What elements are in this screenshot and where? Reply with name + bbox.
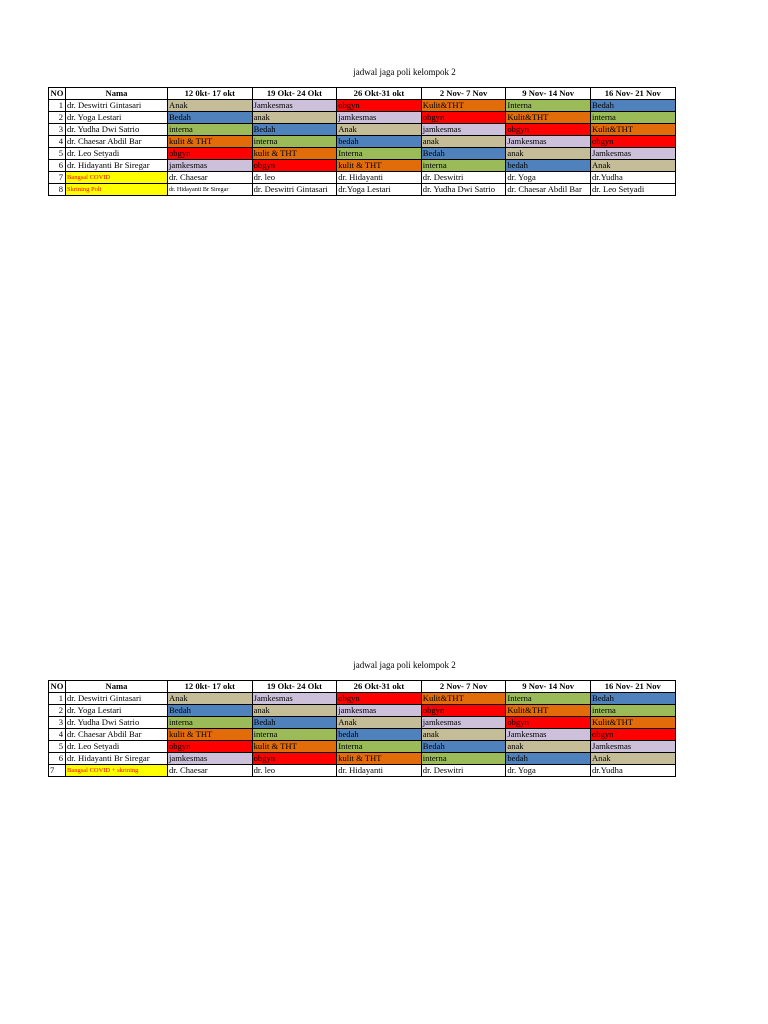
schedule-cell: kulit & THT (168, 136, 253, 148)
row-number: 6 (49, 753, 66, 765)
table-row (49, 693, 676, 705)
schedule-cell: Kulit&THT (590, 717, 675, 729)
schedule-cell: Bedah (421, 741, 506, 753)
schedule-cell: kulit & THT (252, 148, 337, 160)
schedule-cell: anak (506, 741, 591, 753)
schedule-cell: bedah (506, 160, 591, 172)
table-row (49, 765, 676, 777)
schedule-cell: dr. Deswitri (421, 172, 506, 184)
schedule-cell: obgyn (506, 124, 591, 136)
schedule-cell: dr.Yudha (590, 172, 675, 184)
table-row (49, 148, 676, 160)
doctor-name: dr. Leo Setyadi (66, 741, 168, 753)
column-header: 19 Okt- 24 Okt (252, 681, 337, 693)
table-row (49, 172, 676, 184)
schedule-cell: Kulit&THT (506, 112, 591, 124)
schedule-cell: Anak (337, 717, 422, 729)
table-row (49, 136, 676, 148)
schedule-cell: interna (590, 112, 675, 124)
schedule-cell: dr. Hidayanti Br Siregar (168, 184, 253, 196)
schedule-cell: jamkesmas (337, 705, 422, 717)
doctor-name: dr. Yoga Lestari (66, 705, 168, 717)
schedule-cell: obgyn (252, 160, 337, 172)
schedule-cell: dr. Hidayanti (337, 765, 422, 777)
schedule-cell: interna (168, 717, 253, 729)
schedule-cell: Jamkesmas (506, 136, 591, 148)
doctor-name: dr. Chaesar Abdil Bar (66, 136, 168, 148)
schedule-cell: obgyn (168, 741, 253, 753)
doctor-name: dr. Deswitri Gintasari (66, 693, 168, 705)
row-number: 4 (49, 729, 66, 741)
table-row (49, 729, 676, 741)
row-number: 1 (49, 693, 66, 705)
doctor-name: dr. Hidayanti Br Siregar (66, 160, 168, 172)
schedule-cell: Jamkesmas (252, 693, 337, 705)
schedule-cell: dr. leo (252, 172, 337, 184)
schedule-cell: Bedah (421, 148, 506, 160)
table-row (49, 184, 676, 196)
schedule-cell: kulit & THT (337, 753, 422, 765)
schedule-cell: jamkesmas (337, 112, 422, 124)
table-row (49, 741, 676, 753)
schedule-cell: dr.Yudha (590, 765, 675, 777)
schedule-cell: jamkesmas (421, 717, 506, 729)
table-row (49, 160, 676, 172)
schedule-cell: interna (590, 705, 675, 717)
column-header: 19 Okt- 24 Okt (252, 88, 337, 100)
schedule-cell: dr.Yoga Lestari (337, 184, 422, 196)
table-row (49, 100, 676, 112)
doctor-name: dr. Chaesar Abdil Bar (66, 729, 168, 741)
schedule-cell: bedah (337, 136, 422, 148)
row-number: 3 (49, 124, 66, 136)
doctor-name: dr. Hidayanti Br Siregar (66, 753, 168, 765)
column-header: 16 Nov- 21 Nov (590, 681, 675, 693)
table-row (49, 124, 676, 136)
schedule-sheet-1 (48, 66, 675, 196)
schedule-cell: interna (252, 729, 337, 741)
schedule-cell: dr. Deswitri (421, 765, 506, 777)
column-header: 9 Nov- 14 Nov (506, 681, 591, 693)
row-number: 5 (49, 148, 66, 160)
schedule-cell: dr. Yoga (506, 765, 591, 777)
schedule-cell: Interna (337, 148, 422, 160)
schedule-cell: dr. leo (252, 765, 337, 777)
schedule-cell: Bedah (252, 717, 337, 729)
doctor-name: dr. Yoga Lestari (66, 112, 168, 124)
header-row (49, 681, 676, 693)
row-number: 6 (49, 160, 66, 172)
doctor-name: Bangsal COVID (66, 172, 168, 184)
row-number: 7 (49, 765, 66, 777)
schedule-cell: dr. Hidayanti (337, 172, 422, 184)
row-number: 8 (49, 184, 66, 196)
row-number: 5 (49, 741, 66, 753)
schedule-cell: Jamkesmas (590, 148, 675, 160)
column-header: 26 Okt-31 okt (337, 88, 422, 100)
column-header: 12 0kt- 17 okt (168, 88, 253, 100)
schedule-cell: Interna (506, 100, 591, 112)
schedule-cell: Anak (590, 160, 675, 172)
schedule-cell: dr. Yudha Dwi Satrio (421, 184, 506, 196)
column-header: 16 Nov- 21 Nov (590, 88, 675, 100)
schedule-cell: dr. Yoga (506, 172, 591, 184)
table-row (49, 717, 676, 729)
doctor-name: dr. Leo Setyadi (66, 148, 168, 160)
schedule-cell: obgyn (337, 693, 422, 705)
schedule-cell: obgyn (421, 112, 506, 124)
schedule-cell: anak (421, 729, 506, 741)
schedule-cell: dr. Chaesar (168, 172, 253, 184)
row-number: 3 (49, 717, 66, 729)
schedule-cell: bedah (337, 729, 422, 741)
header-row (49, 88, 676, 100)
column-header: Nama (66, 681, 168, 693)
row-number: 2 (49, 112, 66, 124)
column-header: 26 Okt-31 okt (337, 681, 422, 693)
schedule-cell: jamkesmas (421, 124, 506, 136)
schedule-cell: Interna (337, 741, 422, 753)
column-header: NO (49, 681, 66, 693)
schedule-cell: Bedah (168, 705, 253, 717)
schedule-cell: anak (421, 136, 506, 148)
column-header: 2 Nov- 7 Nov (421, 88, 506, 100)
column-header: 9 Nov- 14 Nov (506, 88, 591, 100)
column-header: Nama (66, 88, 168, 100)
schedule-cell: jamkesmas (168, 753, 253, 765)
schedule-cell: Bedah (252, 124, 337, 136)
table-row (49, 705, 676, 717)
schedule-cell: anak (252, 705, 337, 717)
schedule-cell: interna (421, 160, 506, 172)
schedule-cell: anak (252, 112, 337, 124)
column-header: 2 Nov- 7 Nov (421, 681, 506, 693)
row-number: 4 (49, 136, 66, 148)
schedule-cell: obgyn (252, 753, 337, 765)
row-number: 2 (49, 705, 66, 717)
schedule-cell: kulit & THT (337, 160, 422, 172)
schedule-cell: kulit & THT (168, 729, 253, 741)
schedule-cell: interna (168, 124, 253, 136)
schedule-cell: Kulit&THT (590, 124, 675, 136)
schedule-cell: Anak (337, 124, 422, 136)
schedule-cell: dr. Leo Setyadi (590, 184, 675, 196)
schedule-cell: Bedah (168, 112, 253, 124)
schedule-cell: Anak (168, 693, 253, 705)
row-number: 7 (49, 172, 66, 184)
schedule-cell: Kulit&THT (506, 705, 591, 717)
schedule-cell: obgyn (506, 717, 591, 729)
schedule-cell: jamkesmas (168, 160, 253, 172)
schedule-cell: dr. Chaesar Abdil Bar (506, 184, 591, 196)
table-row (49, 112, 676, 124)
schedule-cell: kulit & THT (252, 741, 337, 753)
schedule-cell: Bedah (590, 100, 675, 112)
schedule-cell: anak (506, 148, 591, 160)
row-number: 1 (49, 100, 66, 112)
schedule-sheet-2 (48, 659, 675, 777)
schedule-cell: Kulit&THT (421, 100, 506, 112)
schedule-cell: Anak (590, 753, 675, 765)
column-header: NO (49, 88, 66, 100)
schedule-cell: Bedah (590, 693, 675, 705)
table-row (49, 753, 676, 765)
schedule-cell: Jamkesmas (252, 100, 337, 112)
schedule-cell: dr. Chaesar (168, 765, 253, 777)
sheet-title: jadwal jaga poli kelompok 2 (353, 67, 456, 77)
schedule-cell: dr. Deswitri Gintasari (252, 184, 337, 196)
schedule-cell: Anak (168, 100, 253, 112)
doctor-name: dr. Deswitri Gintasari (66, 100, 168, 112)
schedule-cell: obgyn (168, 148, 253, 160)
schedule-cell: interna (421, 753, 506, 765)
schedule-cell: interna (252, 136, 337, 148)
schedule-cell: obgyn (590, 136, 675, 148)
doctor-name: Skrining Poli (66, 184, 168, 196)
schedule-cell: obgyn (337, 100, 422, 112)
doctor-name: dr. Yudha Dwi Satrio (66, 124, 168, 136)
doctor-name: Bangsal COVID + skrining (66, 765, 168, 777)
schedule-cell: Interna (506, 693, 591, 705)
schedule-cell: Jamkesmas (506, 729, 591, 741)
doctor-name: dr. Yudha Dwi Satrio (66, 717, 168, 729)
sheet-title: jadwal jaga poli kelompok 2 (353, 660, 456, 670)
schedule-cell: obgyn (590, 729, 675, 741)
schedule-table (48, 680, 676, 777)
schedule-cell: bedah (506, 753, 591, 765)
schedule-table (48, 87, 676, 196)
column-header: 12 0kt- 17 okt (168, 681, 253, 693)
schedule-cell: Kulit&THT (421, 693, 506, 705)
schedule-cell: Jamkesmas (590, 741, 675, 753)
schedule-cell: obgyn (421, 705, 506, 717)
